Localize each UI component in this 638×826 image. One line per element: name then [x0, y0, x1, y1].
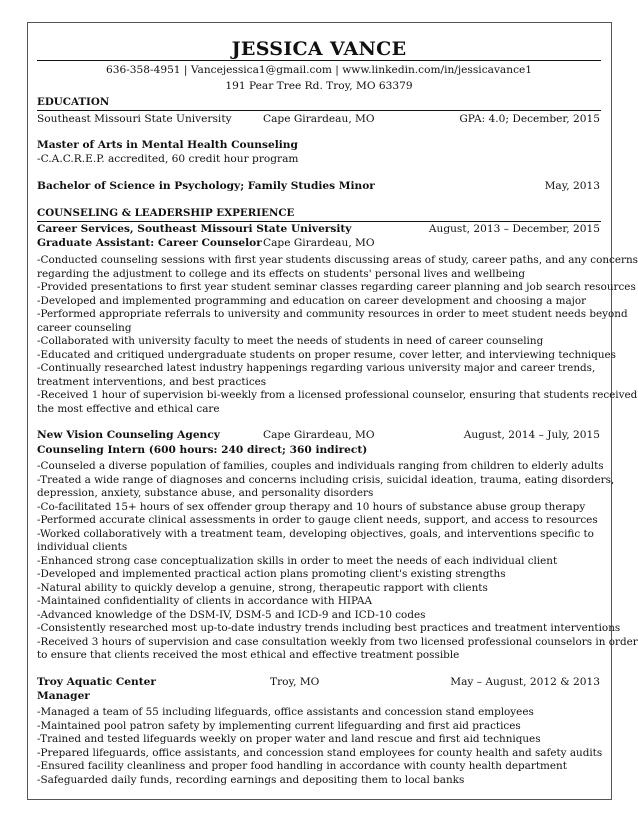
job-bullet-line: -Managed a team of 55 including lifeguards, office assistants and concession stand employees	[37, 706, 534, 718]
job-bullet-line: depression, anxiety, substance abuse, and personality disorders	[37, 487, 374, 499]
address-line: 191 Pear Tree Rd. Troy, MO 63379	[225, 80, 413, 92]
job-role: Graduate Assistant: Career Counselor	[37, 237, 262, 249]
job-bullet-line: -Provided presentations to first year student seminar classes regarding career planning and job search resources	[37, 281, 636, 293]
job-bullet-line: treatment interventions, and best practices	[37, 375, 267, 388]
education-school: Southeast Missouri State University	[37, 113, 232, 125]
contact-line: 636-358-4951 | Vancejessica1@gmail.com | www.linkedin.com/in/jessicavance1	[105, 64, 533, 76]
job-bullet-line: -Maintained confidentiality of clients in accordance with HIPAA	[37, 595, 373, 607]
bachelors-degree: Bachelor of Science in Psychology; Family Studies Minor	[37, 180, 375, 192]
education-heading: EDUCATION	[37, 96, 110, 108]
job-bullet-line: -Received 3 hours of supervision and case consultation weekly from two licensed professional counselors in order	[37, 635, 638, 648]
job-date: May – August, 2012 & 2013	[450, 676, 600, 688]
job-bullet-line: -Maintained pool patron safety by implementing current lifeguarding and first aid practices	[37, 719, 521, 732]
job-bullet-line: -Prepared lifeguards, office assistants, and concession stand employees for county health and safety audits	[37, 746, 603, 759]
experience-heading: COUNSELING & LEADERSHIP EXPERIENCE	[37, 207, 295, 219]
job-bullet-line: -Consistently researched most up-to-date industry trends including best practices and treatment interventions	[37, 622, 621, 634]
job-bullet-line: -Natural ability to quickly develop a genuine, strong, therapeutic rapport with clients	[37, 581, 488, 594]
job-bullet-line: individual clients	[37, 541, 128, 553]
job-bullet-line: -Counseled a diverse population of families, couples and individuals ranging from children to elderly adults	[37, 460, 604, 472]
job-role: Manager	[37, 690, 90, 702]
job-bullet-line: -Treated a wide range of diagnoses and concerns including crisis, suicidal ideation, trauma, eating disorders,	[37, 473, 615, 486]
job-bullet-line: -Conducted counseling sessions with first year students discussing areas of study, career paths, and any concerns	[37, 254, 638, 266]
job-bullet-line: -Trained and tested lifeguards weekly on proper water and land rescue and first aid techniques	[37, 733, 541, 745]
education-location: Cape Girardeau, MO	[263, 113, 375, 125]
job-bullet-line: -Enhanced strong case conceptualization skills in order to meet the needs of each individual client	[37, 554, 558, 567]
masters-note: -C.A.C.R.E.P. accredited, 60 credit hour program	[37, 153, 299, 165]
job-bullet-line: -Safeguarded daily funds, recording earnings and depositing them to local banks	[37, 773, 465, 786]
job-bullet-line: -Received 1 hour of supervision bi-weekly from a licensed professional counselor, ensuring that students received	[37, 389, 638, 401]
job-bullet-line: career counseling	[37, 321, 132, 334]
job-bullet-line: -Performed appropriate referrals to university and community resources in order to meet student needs beyond	[37, 308, 628, 320]
education-divider	[37, 110, 601, 111]
job-bullet-line: -Performed accurate clinical assessments in order to gauge client needs, support, and access to resources	[37, 514, 598, 526]
masters-degree: Master of Arts in Mental Health Counseling	[37, 139, 298, 151]
job-bullet-line: -Developed and implemented practical action plans promoting client's existing strengths	[37, 568, 506, 580]
job-bullet-line: to ensure that clients received the most ethical and effective treatment possible	[37, 649, 460, 661]
bachelors-date: May, 2013	[544, 180, 600, 192]
job-location: Troy, MO	[270, 676, 320, 688]
name-divider	[37, 60, 601, 61]
job-org: Career Services, Southeast Missouri State University	[37, 223, 352, 235]
job-role: Counseling Intern (600 hours: 240 direct; 360 indirect)	[37, 444, 368, 456]
job-bullet-line: -Educated and critiqued undergraduate students on proper resume, cover letter, and interviewing techniques	[37, 348, 617, 361]
job-bullet-line: regarding the adjustment to college and its effects on students' personal lives and wellbeing	[37, 267, 526, 280]
candidate-name: JESSICA VANCE	[231, 38, 407, 60]
job-location: Cape Girardeau, MO	[263, 237, 375, 249]
job-date: August, 2014 – July, 2015	[463, 429, 600, 441]
experience-divider	[37, 221, 601, 222]
job-bullet-line: -Collaborated with university faculty to meet the needs of students in need of career counseling	[37, 335, 544, 347]
job-bullet-line: the most effective and ethical care	[37, 402, 220, 415]
job-bullet-line: -Continually researched latest industry happenings regarding various university major and career trends,	[37, 362, 596, 374]
job-org: New Vision Counseling Agency	[37, 429, 220, 441]
job-bullet-line: -Co-facilitated 15+ hours of sex offender group therapy and 10 hours of substance abuse group therapy	[37, 500, 586, 513]
job-bullet-line: -Worked collaboratively with a treatment team, developing objectives, goals, and interventions specific to	[37, 527, 594, 540]
education-gpa-date: GPA: 4.0; December, 2015	[459, 113, 600, 125]
job-bullet-line: -Developed and implemented programming and education on career development and choosing a major	[37, 294, 587, 307]
job-bullet-line: -Advanced knowledge of the DSM-IV, DSM-5 and ICD-9 and ICD-10 codes	[37, 608, 426, 621]
job-location: Cape Girardeau, MO	[263, 429, 375, 441]
job-org: Troy Aquatic Center	[37, 676, 156, 688]
job-date: August, 2013 – December, 2015	[428, 223, 600, 235]
job-bullet-line: -Ensured facility cleanliness and proper food handling in accordance with county health department	[37, 760, 567, 772]
